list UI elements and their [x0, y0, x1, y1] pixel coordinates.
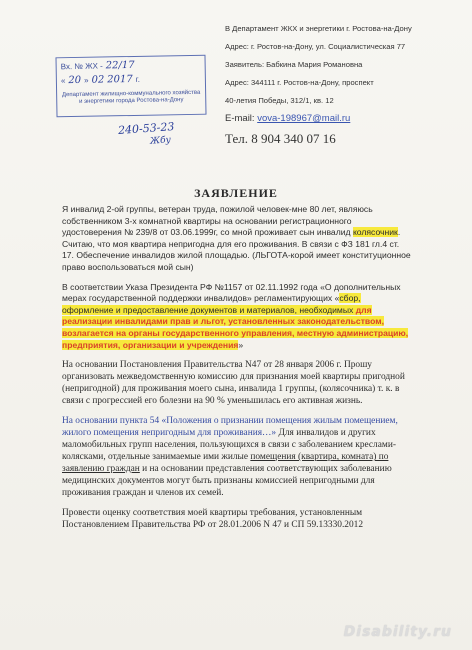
document-title: ЗАЯВЛЕНИЕ — [194, 186, 278, 200]
email-line — [225, 114, 465, 124]
phone-number: 8 904 340 07 16 — [251, 131, 336, 146]
paragraph-2 — [62, 282, 412, 352]
stamp-date-suffix: г. — [135, 74, 140, 84]
p4-blue: На основании пункта 54 «Положения о признании помещения жилым помещением, жилого помещения непригодным для проживания…» — [62, 416, 398, 439]
p2-highlight: сбор, оформление и предоставление документов и материалов, необходимых — [62, 293, 361, 315]
stamp-date-sep: » — [84, 75, 89, 85]
p2-highlight-red: для реализации инвалидами прав и льгот, установленных законодательством, возлагается на органы государственного управления, местную администрацию, предприятия, организации и учреждения — [62, 304, 409, 350]
stamp-date-year: 2017 — [107, 73, 133, 86]
p2-text-b: » — [238, 339, 244, 350]
stamp-handwritten-number: 240-53-23 — [117, 120, 175, 137]
addressee-line-3: Заявитель: Бабкина Мария Романовна — [225, 60, 363, 69]
p4-text-a: Для инвалидов и других маломобильных групп населения, пользующихся в связи с заболеванием креслами-колясками, отдельные занимаемые ими жилые — [62, 428, 396, 463]
addressee-line-4: Адрес: 344111 г. Ростов-на-Дону, проспект — [225, 78, 374, 87]
document-body — [62, 204, 412, 539]
addressee-line-5: 40-летия Победы, 312/1, кв. 12 — [225, 96, 334, 105]
stamp-date-month: 02 — [91, 74, 105, 86]
email-link[interactable]: vova-198967@mail.ru — [257, 113, 351, 124]
p4-text-b: и на основании представления соответствующих заболеванию медицинских документов могут быть признаны комиссией непригодными для проживания граждан и членов их семей. — [62, 464, 392, 499]
p2-text-a: В соответствии Указа Президента РФ №1157 от 02.11.1992 года «О дополнительных мерах государственной поддержки инвалидов» регламентирующих « — [62, 281, 401, 304]
registration-stamp — [55, 55, 206, 118]
addressee-block — [225, 24, 465, 152]
stamp-handwritten-sign: Жбу — [149, 135, 172, 147]
email-label: E-mail: — [225, 113, 258, 124]
paragraph-3: На основании Постановления Правительства N47 от 28 января 2006 г. Прошу организовать межведомственную комиссию для признания моей квартиры пригодной (непригодной) для проживания моего сына, инвалида 1 группы, (колясочника) т. к. в связи с прогрессией его болезни на 90 % уменьшилась его активная жизнь. — [62, 360, 405, 407]
p1-text-a: Я инвалид 2-ой группы, ветеран труда, пожилой человек-мне 80 лет, являюсь собственником 3-х комнатной квартиры на основании регистрационного удостоверения № 239/8 от 03.06.1999г, со мной проживает сын инвалид — [62, 204, 373, 238]
paragraph-1 — [62, 204, 412, 274]
p1-text-b: . Считаю, что моя квартира непригодна для его проживания. В связи с ФЗ 181 гл.4 ст. 17. Обеспечение инвалидов жилой площадью. (ЛЬГОТА-корой имеет конституционное право воспользоваться мой сын) — [62, 227, 411, 272]
paragraph-4 — [62, 415, 412, 499]
stamp-date-day: 20 — [68, 74, 82, 87]
stamp-in-number: 22/17 — [105, 59, 135, 72]
stamp-date-prefix: « — [60, 76, 66, 86]
stamp-in-label: Вх. № ЖХ - — [60, 61, 103, 72]
addressee-line-2: Адрес: г. Ростов-на-Дону, ул. Социалистическая 77 — [225, 42, 406, 51]
paragraph-5: Провести оценку соответствия моей квартиры требования, установленным Постановлением Правительства РФ от 28.01.2006 N 47 и СП 59.13330.2012 — [62, 508, 364, 531]
p4-underline: помещения (квартира, комната) по заявлению граждан — [62, 452, 389, 475]
addressee-line-1: В Департамент ЖКХ и энергетики г. Ростова-на-Дону — [225, 24, 412, 33]
phone-label: Тел. — [225, 131, 252, 146]
site-watermark: Disability.ru — [343, 624, 452, 640]
stamp-organization: Департамент жилищно-коммунального хозяйства и энергетики города Ростова-на-Дону — [61, 89, 201, 105]
phone-line — [225, 131, 465, 146]
p1-highlight: колясочник — [352, 227, 398, 238]
